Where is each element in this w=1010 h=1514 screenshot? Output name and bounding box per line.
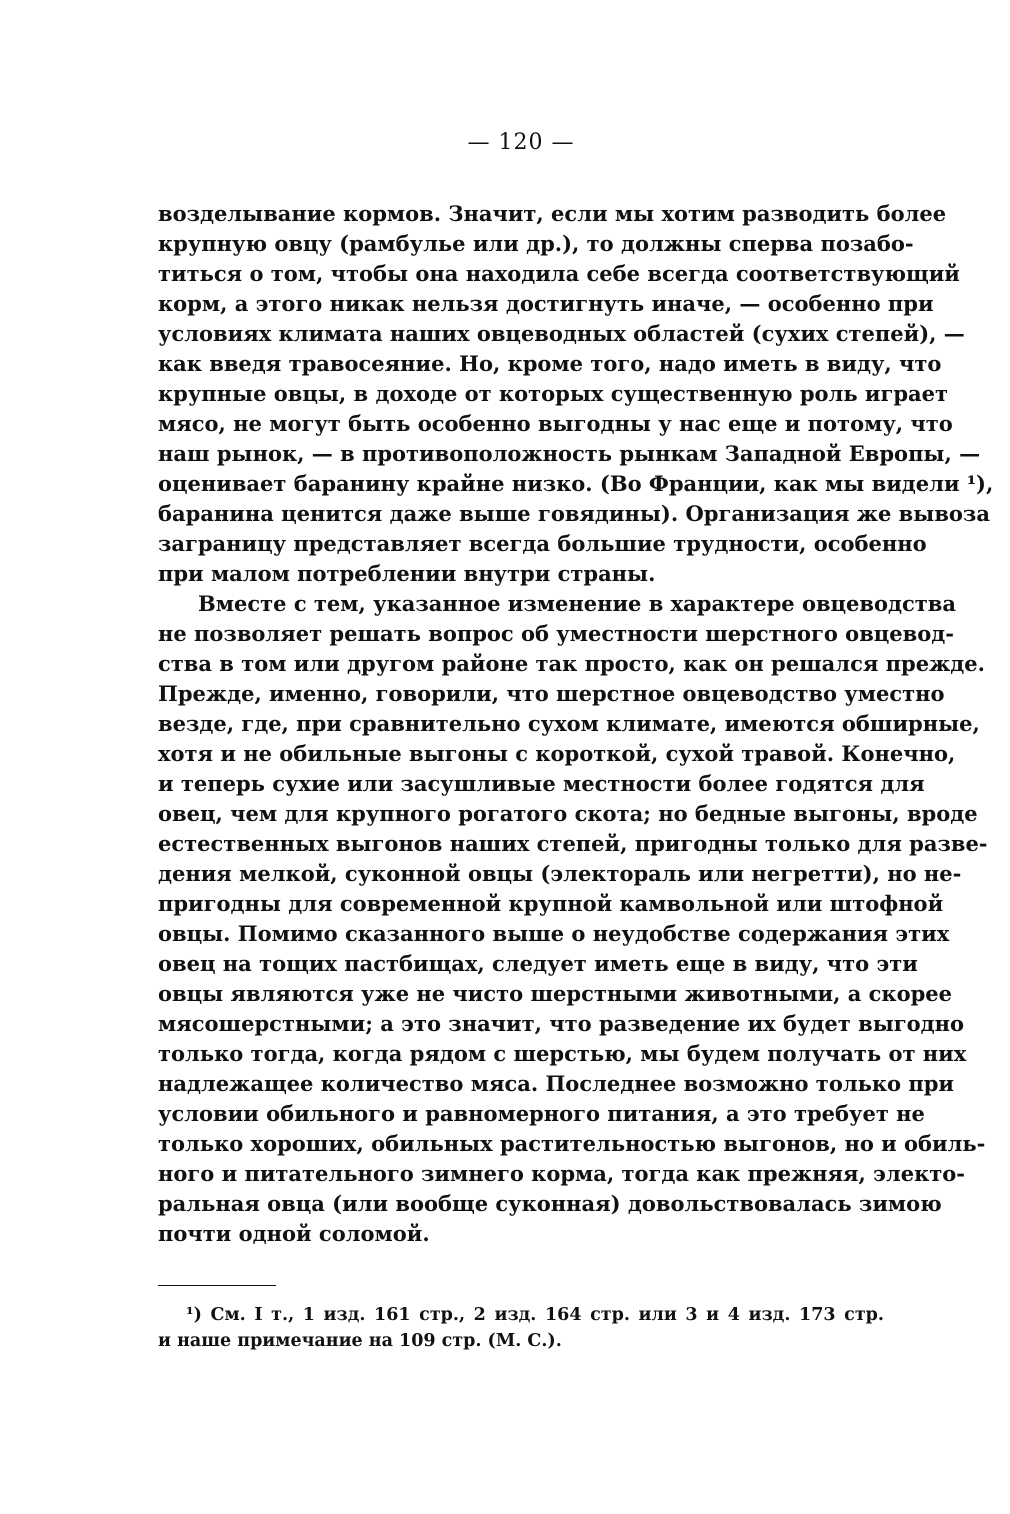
text-line: дения мелкой, суконной овцы (электораль или негретти), но не- <box>158 861 962 886</box>
book-page <box>158 130 994 1354</box>
text-line: ральная овца (или вообще суконная) довольствовалась зимою <box>158 1191 942 1216</box>
text-line: овцы являются уже не чисто шерстными животными, а скорее <box>158 981 952 1006</box>
text-line: и теперь сухие или засушливые местности более годятся для <box>158 771 925 796</box>
text-line: овец на тощих пастбищах, следует иметь еще в виду, что эти <box>158 951 918 976</box>
text-line: условии обильного и равномерного питания, а это требует не <box>158 1101 925 1126</box>
text-line: ного и питательного зимнего корма, тогда как прежняя, электо- <box>158 1161 966 1186</box>
text-line: Прежде, именно, говорили, что шерстное овцеводство уместно <box>158 681 945 706</box>
text-line: овец, чем для крупного рогатого скота; но бедные выгоны, вроде <box>158 801 978 826</box>
text-line: как введя травосеяние. Но, кроме того, надо иметь в виду, что <box>158 351 942 376</box>
text-line: не позволяет решать вопрос об уместности шерстного овцевод- <box>158 621 954 646</box>
text-line: условиях климата наших овцеводных областей (сухих степей), — <box>158 321 965 346</box>
text-line: мясошерстными; а это значит, что разведение их будет выгодно <box>158 1011 965 1036</box>
text-line: ства в том или другом районе так просто, как он решался прежде. <box>158 651 985 676</box>
footnote <box>158 1302 884 1354</box>
text-line: крупные овцы, в доходе от которых существенную роль играет <box>158 381 948 406</box>
text-line: наш рынок, — в противоположность рынкам Западной Европы, — <box>158 441 981 466</box>
text-line: оценивает баранину крайне низко. (Во Франции, как мы видели ¹), <box>158 471 994 496</box>
text-line: крупную овцу (рамбулье или др.), то должны сперва позабо- <box>158 231 914 256</box>
text-line: титься о том, чтобы она находила себе всегда соответствующий <box>158 261 960 286</box>
text-line: хотя и не обильные выгоны с короткой, сухой травой. Конечно, <box>158 741 956 766</box>
text-line: везде, где, при сравнительно сухом климате, имеются обширные, <box>158 711 980 736</box>
text-line: корм, а этого никак нельзя достигнуть иначе, — особенно при <box>158 291 934 316</box>
text-line: только хороших, обильных растительностью выгонов, но и обиль- <box>158 1131 986 1156</box>
paragraph-2 <box>158 589 988 1249</box>
text-line: Вместе с тем, указанное изменение в характере овцеводства <box>198 591 957 616</box>
text-line: заграницу представляет всегда большие трудности, особенно <box>158 531 927 556</box>
paragraph-1 <box>158 199 994 589</box>
text-line: только тогда, когда рядом с шерстью, мы будем получать от них <box>158 1041 967 1066</box>
footnote-divider <box>158 1285 276 1286</box>
text-line: естественных выгонов наших степей, пригодны только для разве- <box>158 831 988 856</box>
footnote-line: ¹) См. I т., 1 изд. 161 стр., 2 изд. 164 стр. или 3 и 4 изд. 173 стр. <box>186 1305 884 1325</box>
text-line: возделывание кормов. Значит, если мы хотим разводить более <box>158 201 947 226</box>
footnote-line: и наше примечание на 109 стр. (М. С.). <box>158 1331 562 1351</box>
body-text <box>158 199 994 1249</box>
text-line: при малом потреблении внутри страны. <box>158 561 656 586</box>
text-line: пригодны для современной крупной камвольной или штофной <box>158 891 944 916</box>
text-line: баранина ценится даже выше говядины). Организация же вывоза <box>158 501 990 526</box>
text-line: почти одной соломой. <box>158 1221 430 1246</box>
text-line: овцы. Помимо сказанного выше о неудобстве содержания этих <box>158 921 950 946</box>
text-line: мясо, не могут быть особенно выгодны у нас еще и потому, что <box>158 411 953 436</box>
text-line: надлежащее количество мяса. Последнее возможно только при <box>158 1071 955 1096</box>
page-number: — 120 — <box>467 130 575 155</box>
